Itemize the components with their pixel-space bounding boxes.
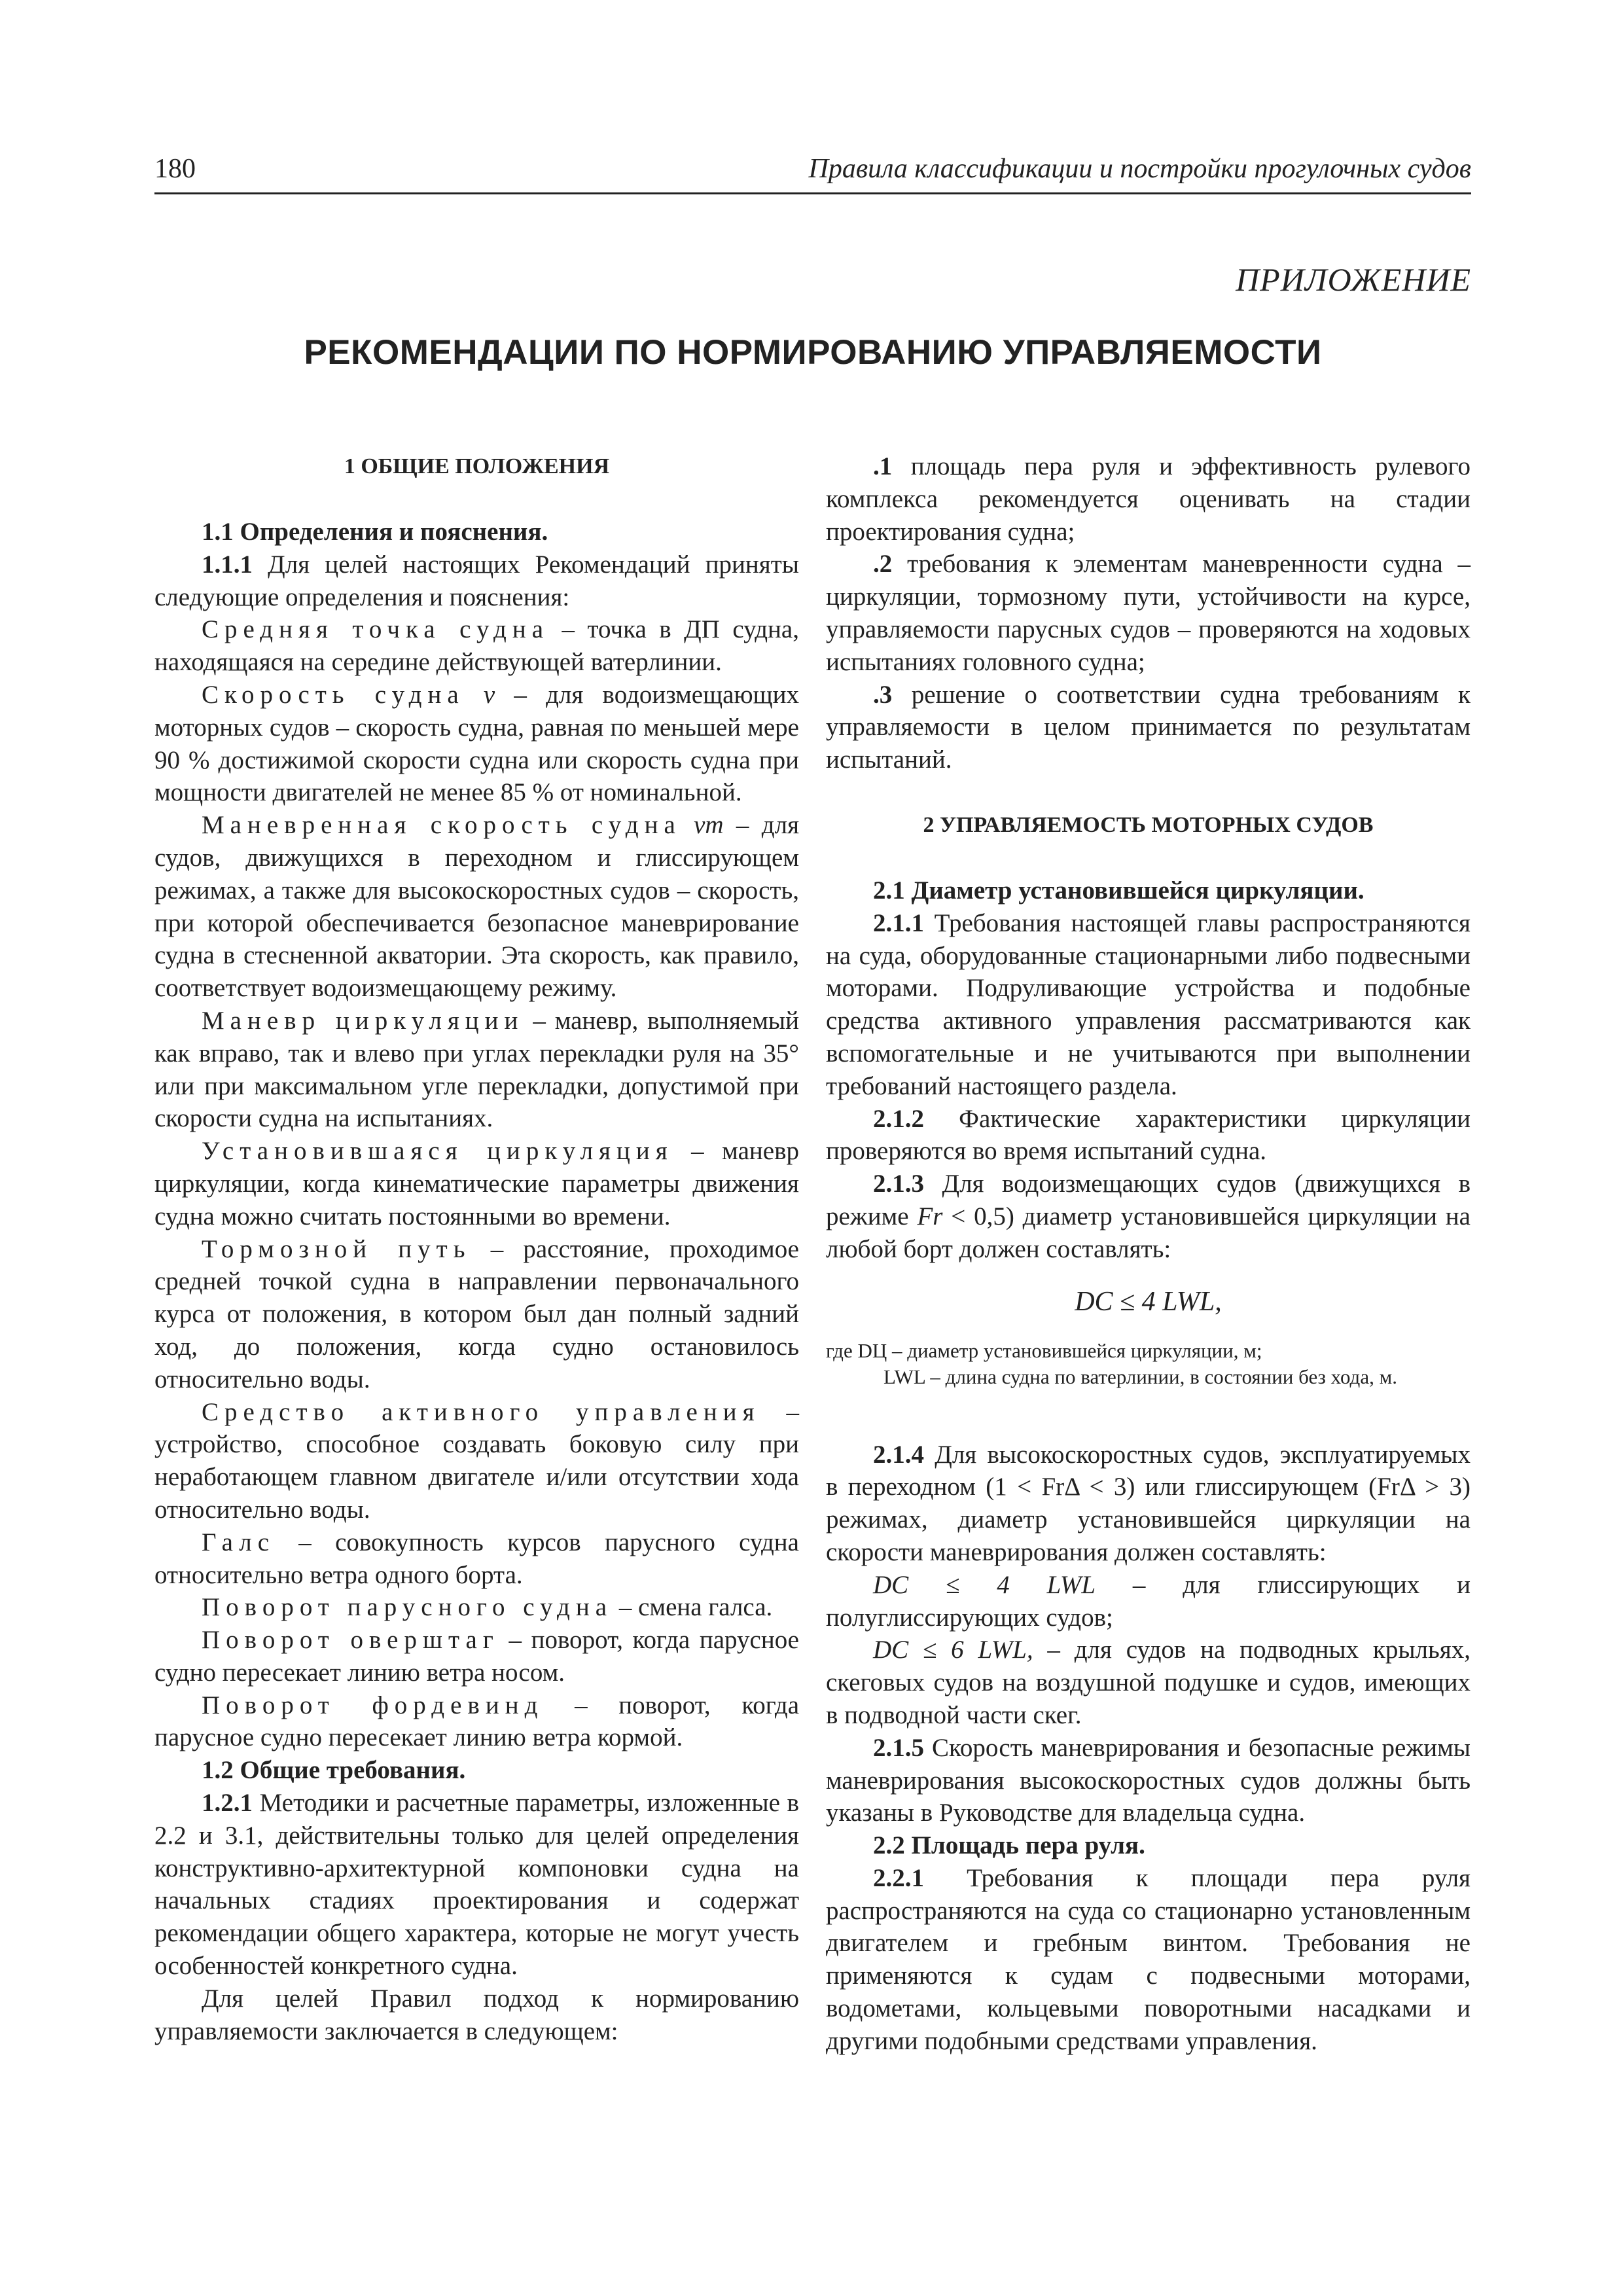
term: Скорость судна xyxy=(202,680,465,709)
clause-number: 2.2.1 xyxy=(873,1863,924,1892)
paragraph-approach: Для целей Правил подход к нормированию управляемости заключается в следующем: xyxy=(154,1984,799,2045)
subsection-heading-1-1: 1.1 Определения и пояснения. xyxy=(202,518,548,546)
definition-mid-point: Средняя точка судна – точка в ДП судна, находящаяся на середине действующей ватерлинии. xyxy=(154,615,799,677)
subsection-heading-1-2: 1.2 Общие требования. xyxy=(202,1756,466,1785)
term: Поворот парусного судна xyxy=(202,1593,613,1622)
term: Маневр циркуляции xyxy=(202,1006,524,1035)
definition-active-control: Средство активного управления – устройство, способное создавать боковую силу при неработающем главном двигателе и/или отсутствии хода относительно воды. xyxy=(154,1397,800,1524)
definition-stopping-distance: Тормозной путь – расстояние, проходимое средней точкой судна в направлении первоначального курса от положения, в котором был дан полный задний ход, до положения, когда судно остановилось относительно воды. xyxy=(154,1234,799,1393)
clause-number: 2.1.5 xyxy=(873,1733,924,1762)
formula-hydrofoil: DC ≤ 6 LWL, – для судов на подводных крыльях, скеговых судов на воздушной подушке и судов, имеющих в подводной части скег. xyxy=(826,1636,1471,1729)
term: Средняя точка судна xyxy=(202,615,550,644)
left-column xyxy=(154,450,799,2047)
clause-number: 2.1.4 xyxy=(873,1440,924,1469)
term: Установившаяся циркуляция xyxy=(202,1137,673,1166)
paragraph-2-1-2: 2.1.2 Фактические характеристики циркуляции проверяются во время испытаний судна. xyxy=(826,1104,1471,1166)
paragraph-2-2-1: 2.2.1 Требования к площади пера руля распространяются на суда со стационарно установленным двигателем и гребным винтом. Требования не применяются к судам с подвесными моторами, водометами, кольцевыми поворотными насадками и другими подобными средствами управления. xyxy=(826,1863,1471,2055)
subsection-heading-2-1: 2.1 Диаметр установившейся циркуляции. xyxy=(873,876,1364,905)
appendix-label: ПРИЛОЖЕНИЕ xyxy=(1236,261,1471,298)
term: Средство активного управления xyxy=(202,1397,760,1426)
paragraph-2-1-1: 2.1.1 Требования настоящей главы распространяются на суда, оборудованные стационарными либо подвесными моторами. Подруливающие устройства и подобные средства активного управления рассматриваются как вспомогательные и не учитываются при выполнении требований настоящего раздела. xyxy=(826,908,1471,1100)
definition-tacking: Поворот оверштаг – поворот, когда парусное судно пересекает линию ветра носом. xyxy=(154,1626,799,1687)
formula-planing: DC ≤ 4 LWL – для глиссирующих и полуглиссирующих судов; xyxy=(826,1570,1471,1632)
list-item-3: .3 решение о соответствии судна требованиям к управляемости в целом принимается по результатам испытаний. xyxy=(826,680,1471,774)
page-number: 180 xyxy=(154,154,196,184)
formula-displacement: DC ≤ 4 LWL, xyxy=(1075,1286,1222,1317)
term: Галс xyxy=(202,1528,276,1556)
definition-speed: Скорость судна v – для водоизмещающих моторных судов – скорость судна, равная по меньшей мере 90 % достижимой скорости судна или скорость судна при мощности двигателей не менее 85 % от номинальной. xyxy=(154,680,799,807)
list-item-1: .1 площадь пера руля и эффективность рулевого комплекса рекомендуется оценивать на стадии проектирования судна; xyxy=(826,452,1471,546)
term: Поворот оверштаг xyxy=(202,1626,499,1655)
definition-tack: Галс – совокупность курсов парусного судна относительно ветра одного борта. xyxy=(154,1528,799,1589)
definition-maneuver-speed: Маневренная скорость судна vm – для судов, движущихся в переходном и глиссирующем режимах, а также для высокоскоростных судов – скорость, при которой обеспечивается безопасное маневрирование судна в стесненной акватории. Эта скорость, как правило, соответствует водоизмещающему режиму. xyxy=(154,811,800,1003)
formula-legend-2: LWL – длина судна по ватерлинии, в состоянии без хода, м. xyxy=(883,1365,1397,1388)
term: Поворот фордевинд xyxy=(202,1691,544,1719)
definition-sail-turn: Поворот парусного судна – смена галса. xyxy=(202,1593,773,1622)
section-heading-2: 2 УПРАВЛЯЕМОСТЬ МОТОРНЫХ СУДОВ xyxy=(923,812,1374,837)
term: Тормозной путь xyxy=(202,1234,471,1263)
definition-jibe: Поворот фордевинд – поворот, когда парусное судно пересекает линию ветра кормой. xyxy=(154,1691,800,1752)
paragraph-1-1-1: 1.1.1 Для целей настоящих Рекомендаций приняты следующие определения и пояснения: xyxy=(154,550,799,611)
definition-steady-turning: Установившаяся циркуляция – маневр циркуляции, когда кинематические параметры движения судна можно считать постоянными во времени. xyxy=(154,1137,799,1230)
clause-number: 1.2.1 xyxy=(202,1789,253,1818)
term: Маневренная скорость судна xyxy=(202,811,681,840)
document-title: РЕКОМЕНДАЦИИ ПО НОРМИРОВАНИЮ УПРАВЛЯЕМОСТИ xyxy=(304,333,1322,372)
subsection-heading-2-2: 2.2 Площадь пера руля. xyxy=(873,1831,1145,1860)
formula-legend-1: где DЦ – диаметр установившейся циркуляции, м; xyxy=(826,1338,1262,1362)
page-header xyxy=(154,152,1471,194)
clause-number: 1.1.1 xyxy=(202,550,253,579)
paragraph-2-1-4: 2.1.4 Для высокоскоростных судов, эксплуатируемых в переходном (1 < FrΔ < 3) или глиссирующем (FrΔ > 3) режимах, диаметр установившейся циркуляции на скорости маневрирования должен составлять: xyxy=(826,1440,1471,1566)
clause-number: 2.1.2 xyxy=(873,1104,924,1133)
running-title: Правила классификации и постройки прогулочных судов xyxy=(808,154,1471,184)
definition-turning-maneuver: Маневр циркуляции – маневр, выполняемый как вправо, так и влево при углах перекладки руля на 35° или при максимальном угле перекладки, допустимой при скорости судна на испытаниях. xyxy=(154,1006,799,1133)
section-heading-1: 1 ОБЩИЕ ПОЛОЖЕНИЯ xyxy=(344,454,610,478)
clause-number: 2.1.1 xyxy=(873,908,924,937)
paragraph-2-1-3: 2.1.3 Для водоизмещающих судов (движущихся в режиме Fr < 0,5) диаметр установившейся циркуляции на любой борт должен составлять: xyxy=(826,1170,1471,1263)
list-item-2: .2 требования к элементам маневренности судна – циркуляции, тормозному пути, устойчивости на курсе, управляемости парусных судов – проверяются на ходовых испытаниях головного судна; xyxy=(826,550,1471,676)
right-column xyxy=(826,450,1471,2058)
paragraph-1-2-1: 1.2.1 Методики и расчетные параметры, изложенные в 2.2 и 3.1, действительны только для целей определения конструктивно-архитектурной компоновки судна на начальных стадиях проектирования и содержат рекомендации общего характера, которые не могут учесть особенностей конкретного судна. xyxy=(154,1789,799,1981)
paragraph-2-1-5: 2.1.5 Скорость маневрирования и безопасные режимы маневрирования высокоскоростных судов должны быть указаны в Руководстве для владельца судна. xyxy=(826,1733,1471,1827)
clause-number: 2.1.3 xyxy=(873,1170,924,1198)
